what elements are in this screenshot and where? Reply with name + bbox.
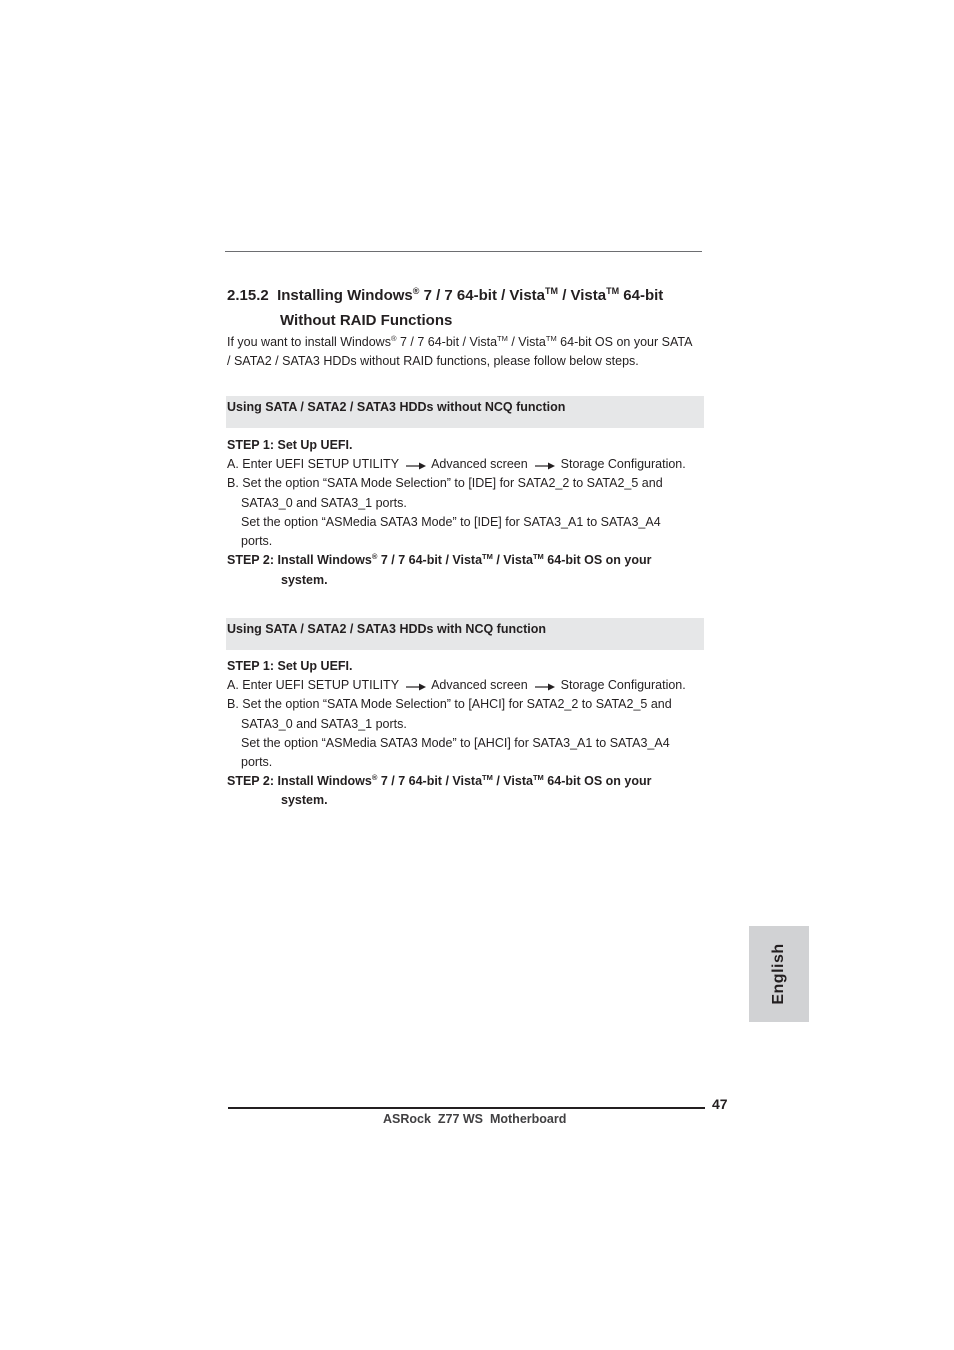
- step2-line2: system.: [281, 573, 328, 587]
- page-number: 47: [712, 1096, 728, 1112]
- footer-product-name: ASRock Z77 WS Motherboard: [383, 1112, 567, 1126]
- right-arrow-icon: [406, 460, 426, 470]
- step-b-line3: Set the option “ASMedia SATA3 Mode” to [AHCI] for SATA3_A1 to SATA3_A4: [241, 736, 670, 750]
- step-b-line1: B. Set the option “SATA Mode Selection” to [IDE] for SATA2_2 to SATA2_5 and: [227, 476, 663, 490]
- step-b-line4: ports.: [241, 755, 273, 769]
- right-arrow-icon: [535, 460, 555, 470]
- step-b-line2: SATA3_0 and SATA3_1 ports.: [241, 496, 407, 510]
- subsection-header-box: [226, 618, 704, 650]
- step-b-line1: B. Set the option “SATA Mode Selection” to [AHCI] for SATA2_2 to SATA2_5 and: [227, 697, 672, 711]
- bottom-divider: [228, 1107, 705, 1109]
- section-number: 2.15.2: [227, 287, 269, 304]
- subsection-header-box: [226, 396, 704, 428]
- step-b-line4: ports.: [241, 534, 273, 548]
- top-divider: [225, 251, 702, 252]
- intro-line2: / SATA2 / SATA3 HDDs without RAID functions, please follow below steps.: [227, 354, 639, 368]
- step-b-line2: SATA3_0 and SATA3_1 ports.: [241, 717, 407, 731]
- subsection-header: Using SATA / SATA2 / SATA3 HDDs with NCQ function: [227, 622, 546, 636]
- section-heading: 2.15.2 Installing Windows® 7 / 7 64-bit / Vista™ / Vista™ 64-bit: [227, 286, 664, 304]
- step-a-line: A. Enter UEFI SETUP UTILITY Advanced screen Storage Configuration.: [227, 457, 686, 471]
- step1-label: STEP 1: Set Up UEFI.: [227, 659, 353, 673]
- subsection-header: Using SATA / SATA2 / SATA3 HDDs without NCQ function: [227, 400, 566, 414]
- language-tab: [749, 926, 809, 1022]
- step-a-line: A. Enter UEFI SETUP UTILITY Advanced screen Storage Configuration.: [227, 678, 686, 692]
- language-tab-label: English: [770, 943, 787, 1005]
- step2-line2: system.: [281, 793, 328, 807]
- section-heading-line2: Without RAID Functions: [280, 312, 453, 329]
- step1-label: STEP 1: Set Up UEFI.: [227, 438, 353, 452]
- step-b-line3: Set the option “ASMedia SATA3 Mode” to [IDE] for SATA3_A1 to SATA3_A4: [241, 515, 661, 529]
- step2-label: STEP 2: Install Windows® 7 / 7 64-bit / Vista™ / Vista™ 64-bit OS on your: [227, 772, 652, 788]
- right-arrow-icon: [535, 681, 555, 691]
- step2-label: STEP 2: Install Windows® 7 / 7 64-bit / Vista™ / Vista™ 64-bit OS on your: [227, 551, 652, 567]
- right-arrow-icon: [406, 681, 426, 691]
- intro-line1: If you want to install Windows® 7 / 7 64-bit / Vista™ / Vista™ 64-bit OS on your SATA: [227, 333, 693, 349]
